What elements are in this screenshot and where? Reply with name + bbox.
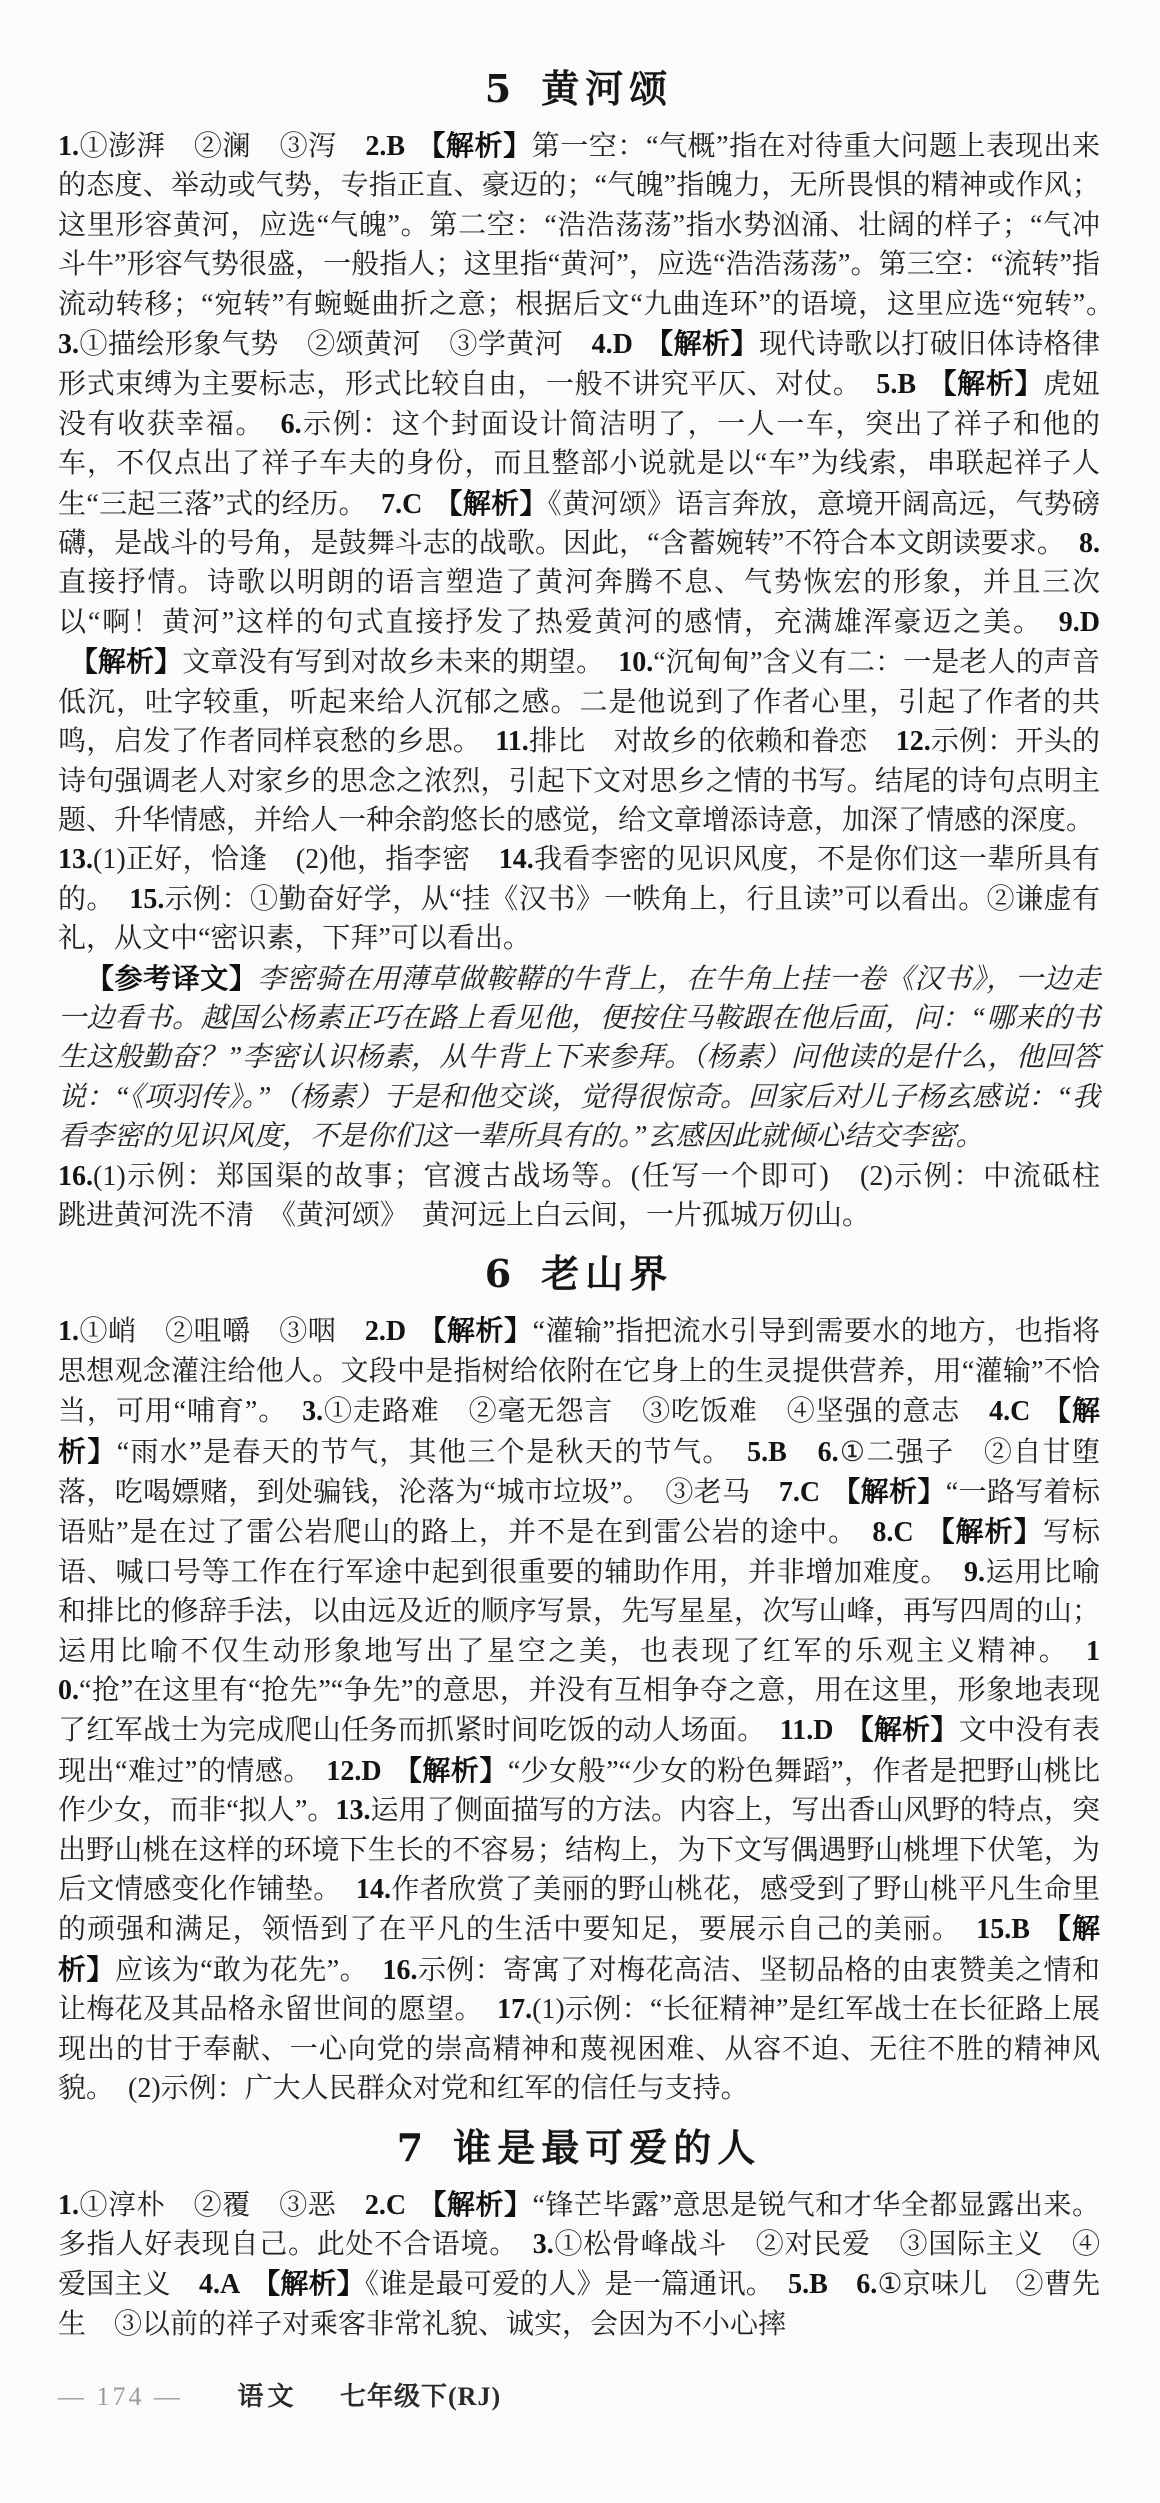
answer-text: 文章没有写到对故乡未来的期望。 [182, 647, 619, 679]
answer-number: 16. [58, 1160, 93, 1192]
analysis-label: 【参考译文】 [86, 962, 258, 994]
answer-text: ①淳朴 ②覆 ③恶 [79, 2189, 365, 2221]
answer-text: 作者欣赏了美丽的野山桃花，感受到了野山桃平凡生命里的顽强和满足，领悟到了在平凡的生活中要知足，要展示自己的美丽。 [58, 1874, 1100, 1946]
analysis-label: 【解析】 [417, 2188, 533, 2220]
answer-number: 12.D [326, 1755, 382, 1787]
section-title: 黄河颂 [541, 66, 674, 111]
translation-text: 李密骑在用薄草做鞍鞯的牛背上，在牛角上挂一卷《汉书》，一边走一边看书。越国公杨素正巧在路上看见他，便按住马鞍跟在他后面，问：“哪来的书生这般勤奋？”李密认识杨素，从牛背上下来参拜。（杨素）问他读的是什么，他回答说：“《项羽传》。”（杨素）于是和他交谈，觉得很惊奇。回家后对儿子杨玄感说：“我看李密的见识风度，不是你们这一辈所具有的。”玄感因此就倾心结交李密。 [58, 963, 1100, 1153]
answer-text: ①二强子 ②自甘堕落，吃喝嫖赌，到处骗钱，沦落为“城市垃圾”。 ③老马 [58, 1436, 1100, 1508]
answer-number: 1. [58, 131, 79, 162]
answer-number: 1. [58, 2189, 79, 2221]
answer-text: 运用比喻和排比的修辞手法，以由远及近的顺序写景，先写星星，次写山峰，再写四周的山；运用比喻不仅生动形象地写出了星空之美，也表现了红军的乐观主义精神。 [58, 1556, 1100, 1667]
answer-text: 排比 对故乡的依赖和眷恋 [528, 726, 896, 758]
answer-number: 12. [895, 726, 931, 758]
answer-paragraph [58, 1311, 1100, 2108]
answer-text: 示例：开头的诗句强调老人对家乡的思念之浓烈，引起下文对思乡之情的书写。结尾的诗句点明主题、升华情感，并给人一种余韵悠长的感觉，给文章增添诗意，加深了情感的深度。 [58, 726, 1100, 836]
answer-paragraph [58, 126, 1128, 840]
analysis-label: 【解析】 [644, 328, 759, 360]
answer-number: 8. [1079, 528, 1100, 560]
answer-number: 17. [497, 1994, 533, 2026]
answer-number: 3. [302, 1396, 324, 1428]
answer-number: 1. [58, 1316, 79, 1348]
answer-text: 现代诗歌以打破旧体诗格律形式束缚为主要标志，形式比较自由，一般不讲究平仄、对仗。 [58, 329, 1100, 401]
section-heading [58, 1249, 1100, 1299]
answer-text: ①京味儿 ②曹先生 ③以前的祥子对乘客非常礼貌、诚实，会因为不小心摔 [58, 2269, 1100, 2340]
analysis-label: 【解析】 [434, 487, 548, 519]
answer-number: 10. [618, 647, 654, 679]
answer-text: 运用了侧面描写的方法。内容上，写出香山风野的特点，突出野山桃在这样的环境下生长的不容易；结构上，为下文写偶遇野山桃埋下伏笔，为后文情感变化作铺垫。 [58, 1795, 1100, 1906]
answer-text: 《谁是最可爱的人》是一篇通讯。 [364, 2269, 789, 2301]
answer-paragraph [58, 959, 1100, 1157]
answer-text: ①描绘形象气势 ②颂黄河 ③学黄河 [79, 329, 592, 361]
answer-number: 4.C [989, 1396, 1031, 1428]
answer-number: 15.B [976, 1914, 1030, 1946]
answer-text: “灌输”指把流水引导到需要水的地方，也指将思想观念灌注给他人。文段中是指树给依附在它身上的生灵提供营养，用“灌输”不恰当，可用“哺育”。 [58, 1316, 1100, 1428]
section-number: 5 [484, 66, 512, 111]
answer-paragraph [58, 2185, 1100, 2345]
answer-text: “少女般”“少女的粉色舞蹈”，作者是把野山桃比作少女，而非“拟人”。 [58, 1755, 1100, 1827]
answer-number: 6. [280, 408, 302, 440]
answer-text: (1)示例：“长征精神”是红军战士在长征路上展现出的甘于奉献、一心向党的崇高精神和蔑视困难、从容不迫、无往不胜的精神风貌。 (2)示例：广大人民群众对党和红军的信任与支持。 [58, 1994, 1100, 2105]
answer-number: 8.C [872, 1517, 914, 1549]
answer-text [828, 2269, 856, 2300]
answer-text: 应该为“敢为花先”。 [114, 1954, 383, 1986]
answer-number: 15. [129, 883, 165, 915]
answer-paragraph [58, 1157, 1129, 1236]
answer-text: 第一空：“气概”指在对待重大问题上表现出来的态度、举动或气势，专指正直、豪迈的；“气魄”指魄力，无所畏惧的精神或作风；这里形容黄河，应选“气魄”。第二空：“浩浩荡荡”指水势汹涌、壮阔的样子；“气冲斗牛”形容气势很盛，一般指人；这里指“黄河”，应选“浩浩荡荡”。第三空：“流转”指流动转移；“宛转”有蜿蜒曲折之意；根据后文“九曲连环”的语境，这里应选“宛转”。 [58, 131, 1128, 320]
section-heading [58, 2123, 1100, 2173]
analysis-label: 【解析】 [845, 1714, 959, 1746]
answer-number: 5.B [876, 369, 917, 401]
section [58, 2123, 1100, 2345]
answer-text: 直接抒情。诗歌以明朗的语言塑造了黄河奔腾不息、气势恢宏的形象，并且三次以“啊！黄河”这样的句式直接抒发了热爱黄河的感情，充满雄浑豪迈之美。 [58, 567, 1100, 638]
section [58, 1249, 1100, 2108]
page-number: — 174 — [58, 2382, 183, 2412]
analysis-label: 【解析】 [927, 368, 1044, 400]
section-heading [58, 64, 1100, 114]
answer-text: “一路写着标语贴”是在过了雷公岩爬山的路上，并不是在到雷公岩的途中。 [58, 1477, 1100, 1549]
answer-number: 2.C [364, 2189, 407, 2221]
answer-text: ①松骨峰战斗 ②对民爱 ③国际主义 ④爱国主义 [58, 2228, 1100, 2301]
answer-number: 3. [58, 329, 79, 361]
answer-number: 5.B [747, 1436, 787, 1468]
answer-number: 10. [58, 1635, 1100, 1707]
answer-text: 示例：这个封面设计简洁明了，一人一车，突出了祥子和他的车，不仅点出了祥子车夫的身份，而且整部小说就是以“车”为线索，串联起祥子人生“三起三落”式的经历。 [58, 408, 1100, 520]
analysis-label: 【解析】 [417, 1315, 533, 1347]
answer-text: (1)正好，恰逢 (2)他，指李密 [93, 844, 499, 876]
analysis-label: 【解析】 [925, 1516, 1043, 1548]
answer-text [787, 1437, 818, 1468]
answer-number: 6. [856, 2269, 878, 2301]
sections-container [58, 64, 1129, 2344]
answer-text: “雨水”是春天的节气，其他三个是秋天的节气。 [116, 1436, 748, 1468]
analysis-label: 【解析】 [58, 1395, 1100, 1467]
section-title: 老山界 [541, 1251, 674, 1297]
answer-text: (1)示例：郑国渠的故事；官渡古战场等。(任写一个即可) (2)示例：中流砥柱 跳进黄河洗不清 《黄河颂》 黄河远上白云间，一片孤城万仞山。 [58, 1160, 1129, 1231]
section-number: 6 [484, 1251, 512, 1297]
analysis-label: 【解析】 [831, 1476, 946, 1507]
answer-number: 2.B [365, 131, 406, 162]
answer-text: 《黄河颂》语言奔放，意境开阔高远，气势磅礴，是战斗的号角，是鼓舞斗志的战歌。因此，“含蓄婉转”不符合本文朗读要求。 [58, 488, 1100, 560]
footer-edition-label: 七年级下(RJ) [340, 2382, 502, 2412]
answer-text: “抢”在这里有“抢先”“争先”的意思，并没有互相争夺之意，用在这里，形象地表现了红军战士为完成爬山任务而抓紧时间吃饭的动人场面。 [58, 1675, 1100, 1747]
section-title: 谁是最可爱的人 [453, 2124, 762, 2170]
answer-text: 示例：①勤奋好学，从“挂《汉书》一帙角上，行且读”可以看出。②谦虚有礼，从文中“密识素，下拜”可以看出。 [58, 883, 1100, 955]
footer-subject-label: 语文 [237, 2382, 298, 2412]
answer-number: 11. [495, 726, 529, 758]
answer-number: 9. [963, 1556, 985, 1588]
answer-paragraph [58, 840, 1100, 958]
answer-number: 3. [532, 2228, 554, 2260]
answer-number: 16. [382, 1954, 418, 1986]
answer-text: ①峭 ②咀嚼 ③咽 [79, 1316, 365, 1348]
answer-text: 示例：寄寓了对梅花高洁、坚韧品格的由衷赞美之情和让梅花及其品格永留世间的愿望。 [58, 1954, 1100, 2026]
answer-text: 我看李密的见识风度，不是你们这一辈所具有的。 [58, 844, 1100, 915]
answer-number: 2.D [364, 1316, 407, 1348]
answer-number: 14. [498, 844, 534, 876]
section [58, 64, 1129, 1235]
answer-text: “锋芒毕露”意思是锐气和才华全都显露出来。多指人好表现自己。此处不合语境。 [58, 2189, 1100, 2260]
answer-number: 7.C [778, 1477, 821, 1508]
analysis-label: 【解析】 [251, 2268, 365, 2300]
analysis-label: 【解析】 [393, 1754, 508, 1786]
answer-number: 4.D [591, 329, 633, 361]
analysis-label: 【解析】 [69, 646, 183, 678]
analysis-label: 【解析】 [416, 130, 532, 161]
answer-text: 虎妞没有收获幸福。 [58, 369, 1100, 440]
answer-number: 7.C [381, 488, 423, 520]
answer-number: 9.D [1058, 606, 1100, 638]
analysis-label: 【解析】 [58, 1913, 1100, 1985]
answer-text: 文中没有表现出“难过”的情感。 [58, 1715, 1100, 1787]
answer-number: 11.D [779, 1715, 834, 1747]
answer-number: 4.A [199, 2269, 241, 2301]
answer-text: 写标语、喊口号等工作在行军途中起到很重要的辅助作用，并非增加难度。 [58, 1517, 1100, 1588]
answer-number: 14. [355, 1874, 391, 1906]
answer-text: ①澎湃 ②澜 ③泻 [79, 131, 366, 162]
answer-number: 6. [817, 1436, 839, 1468]
answer-number: 13. [335, 1795, 371, 1827]
section-number: 7 [396, 2124, 424, 2170]
answer-text: “沉甸甸”含义有二：一是老人的声音低沉，吐字较重，听起来给人沉郁之感。二是他说到了作者心里，引起了作者的共鸣，启发了作者同样哀愁的乡思。 [58, 647, 1100, 758]
answer-number: 13. [58, 844, 93, 876]
page-footer [58, 2380, 1100, 2414]
answer-text: ①走路难 ②毫无怨言 ③吃饭难 ④坚强的意志 [323, 1396, 990, 1428]
answer-number: 5.B [788, 2269, 828, 2301]
